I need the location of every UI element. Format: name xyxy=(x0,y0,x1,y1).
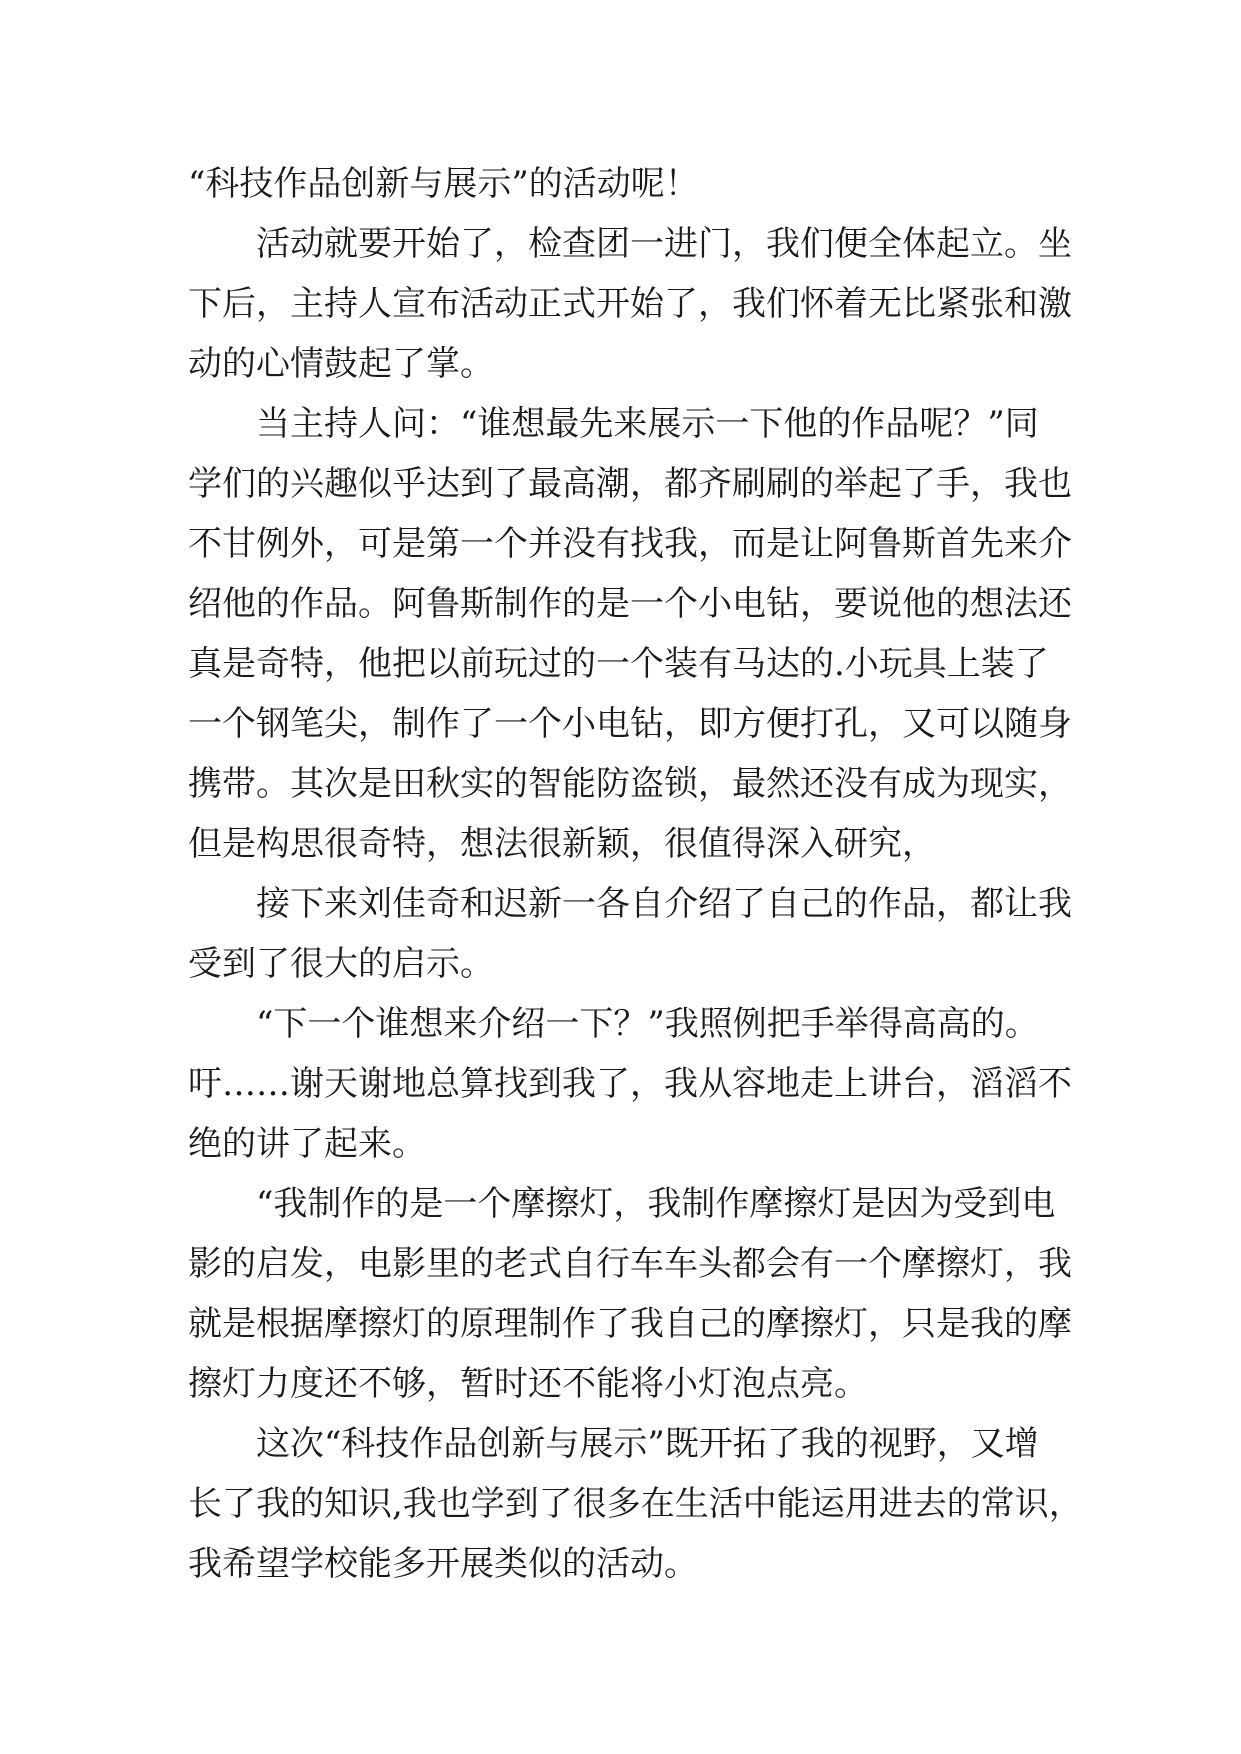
text-line: 影的启发，电影里的老式自行车车头都会有一个摩擦灯，我 xyxy=(188,1244,1072,1284)
text-line: 我希望学校能多开展类似的活动。 xyxy=(188,1544,698,1584)
paragraph xyxy=(188,214,1072,394)
text-line: 这次“科技作品创新与展示”既开拓了我的视野，又增 xyxy=(256,1424,1039,1464)
paragraph xyxy=(188,394,1072,874)
paragraph xyxy=(188,994,1072,1174)
text-line: 下后，主持人宣布活动正式开始了，我们怀着无比紧张和激 xyxy=(188,284,1072,324)
paragraph xyxy=(188,874,1072,994)
text-line: 长了我的知识,我也学到了很多在生活中能运用进去的常识， xyxy=(188,1484,1083,1524)
paragraph xyxy=(188,1174,1072,1414)
text-line: 绝的讲了起来。 xyxy=(188,1124,426,1164)
text-line: “科技作品创新与展示”的活动呢！ xyxy=(188,164,699,204)
text-line: 接下来刘佳奇和迟新一各自介绍了自己的作品，都让我 xyxy=(256,884,1072,924)
text-line: 擦灯力度还不够，暂时还不能将小灯泡点亮。 xyxy=(188,1364,868,1404)
text-line: 携带。其次是田秋实的智能防盗锁，最然还没有成为现实， xyxy=(188,764,1072,804)
text-line: 动的心情鼓起了掌。 xyxy=(188,344,494,384)
text-line: 但是构思很奇特，想法很新颖，很值得深入研究， xyxy=(188,824,936,864)
text-line: 当主持人问：“谁想最先来展示一下他的作品呢？”同 xyxy=(256,404,1039,444)
text-line: “我制作的是一个摩擦灯，我制作摩擦灯是因为受到电 xyxy=(256,1184,1056,1224)
text-line: 活动就要开始了，检查团一进门，我们便全体起立。坐 xyxy=(256,224,1072,264)
text-line: 真是奇特，他把以前玩过的一个装有马达的.小玩具上装了 xyxy=(188,644,1049,684)
text-line: 学们的兴趣似乎达到了最高潮，都齐刷刷的举起了手，我也 xyxy=(188,464,1072,504)
paragraph xyxy=(188,154,1068,214)
paragraph xyxy=(188,1414,1083,1594)
text-line: 一个钢笔尖，制作了一个小电钻，即方便打孔，又可以随身 xyxy=(188,704,1072,744)
text-line: 绍他的作品。阿鲁斯制作的是一个小电钻，要说他的想法还 xyxy=(188,584,1072,624)
text-line: 受到了很大的启示。 xyxy=(188,944,494,984)
text-line: 就是根据摩擦灯的原理制作了我自己的摩擦灯，只是我的摩 xyxy=(188,1304,1072,1344)
text-line: 吁……谢天谢地总算找到我了，我从容地走上讲台，滔滔不 xyxy=(188,1064,1072,1104)
text-line: 不甘例外，可是第一个并没有找我，而是让阿鲁斯首先来介 xyxy=(188,524,1072,564)
text-line: “下一个谁想来介绍一下？”我照例把手举得高高的。 xyxy=(256,1004,1039,1044)
essay-body xyxy=(188,154,1083,1594)
